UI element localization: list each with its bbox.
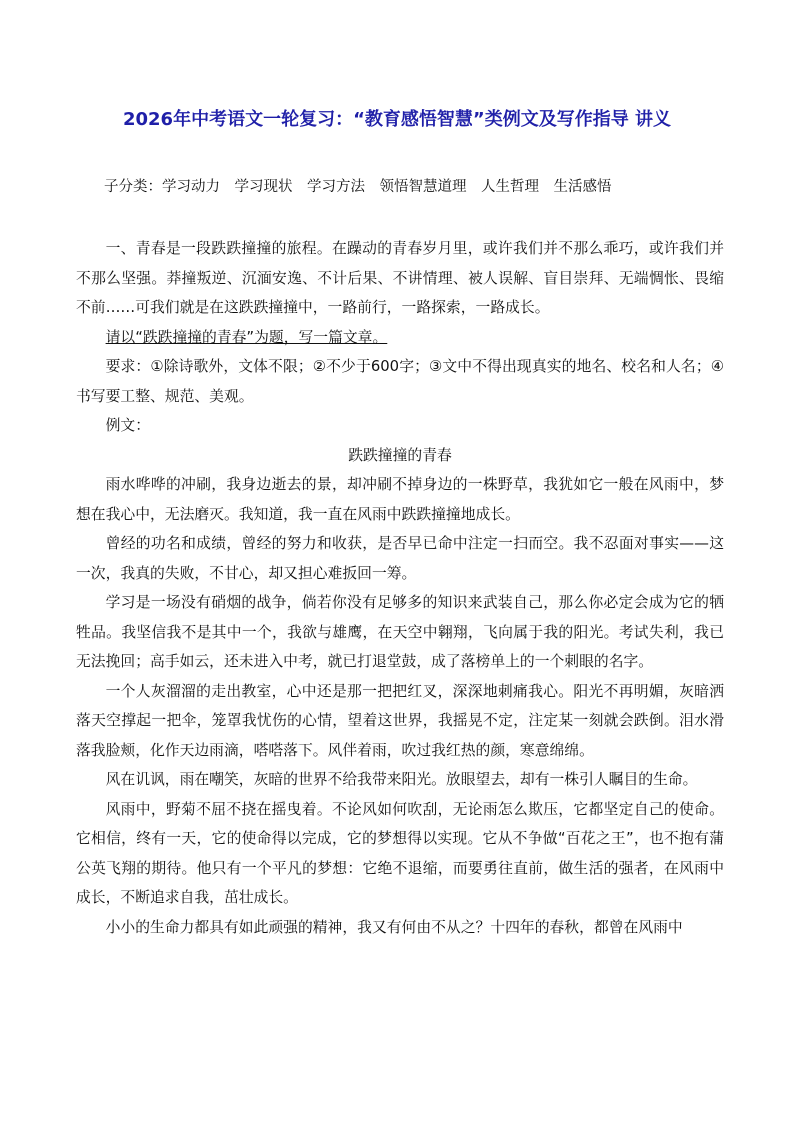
- essay-title: 跌跌撞撞的青春: [348, 446, 452, 464]
- example-label: 例文：: [105, 417, 150, 434]
- essay-paragraph: 小小的生命力都具有如此顽强的精神，我又有何由不从之？十四年的春秋，都曾在风雨中: [105, 918, 683, 936]
- intro-paragraph: 一、青春是一段跌跌撞撞的旅程。在躁动的青春岁月里，或许我们并不那么乖巧，或许我们并不那么坚强。莽撞叛逆、沉湎安逸、不计后果、不讲情理、被人误解、盲目崇拜、无端惆怅、畏缩不前……可我们就是在这跌跌撞撞中，一路前行，一路探索，一路成长。: [76, 240, 724, 316]
- writing-prompt-text: 请以“跌跌撞撞的青春”为题，写一篇文章。: [105, 328, 388, 346]
- requirements-paragraph: 要求：①除诗歌外，文体不限；②不少于600字；③文中不得出现真实的地名、校名和人名；④书写要工整、规范、美观。: [76, 358, 724, 405]
- essay-paragraph: 风在讥讽，雨在嘲笑，灰暗的世界不给我带来阳光。放眼望去，却有一株引人瞩目的生命。: [105, 771, 698, 788]
- essay-paragraph: 学习是一场没有硝烟的战争，倘若你没有足够多的知识来武装自己，那么你必定会成为它的牺牲品。我坚信我不是其中一个，我欲与雄鹰，在天空中翱翔，飞向属于我的阳光。考试失利，我已无法挽回；高手如云，还未进入中考，就已打退堂鼓，成了落榜单上的一个刺眼的名字。: [76, 594, 724, 670]
- essay-paragraph: 一个人灰溜溜的走出教室，心中还是那一把把红叉，深深地刺痛我心。阳光不再明媚，灰暗洒落天空撑起一把伞，笼罩我忧伤的心情，望着这世界，我摇晃不定，注定某一刻就会跌倒。泪水滑落我脸颊，化作天边雨滴，嗒嗒落下。风伴着雨，吹过我红热的颜，寒意绵绵。: [76, 682, 724, 759]
- essay-paragraph: 风雨中，野菊不屈不挠在摇曳着。不论风如何吹刮，无论雨怎么欺压，它都坚定自己的使命。它相信，终有一天，它的使命得以完成，它的梦想得以实现。它从不争做“百花之王”，也不抱有蒲公英飞翔的期待。他只有一个平凡的梦想：它绝不退缩，而要勇往直前，做生活的强者，在风雨中成长，不断追求自我，茁壮成长。: [76, 800, 724, 906]
- writing-prompt: [76, 323, 724, 353]
- essay-paragraph: 曾经的功名和成绩，曾经的努力和收获，是否早已命中注定一扫而空。我不忍面对事实——这一次，我真的失败，不甘心，却又担心难扳回一筹。: [76, 535, 724, 582]
- essay-paragraph: 雨水哗哗的冲刷，我身边逝去的景，却冲刷不掉身边的一株野草，我犹如它一般在风雨中，梦想在我心中，无法磨灭。我知道，我一直在风雨中跌跌撞撞地成长。: [76, 476, 724, 523]
- document-body: [76, 234, 724, 942]
- subcategory-list: 子分类：学习动力 学习现状 学习方法 领悟智慧道理 人生哲理 生活感悟: [104, 179, 612, 195]
- document-title: 2026年中考语文一轮复习：“教育感悟智慧”类例文及写作指导 讲义: [122, 109, 672, 130]
